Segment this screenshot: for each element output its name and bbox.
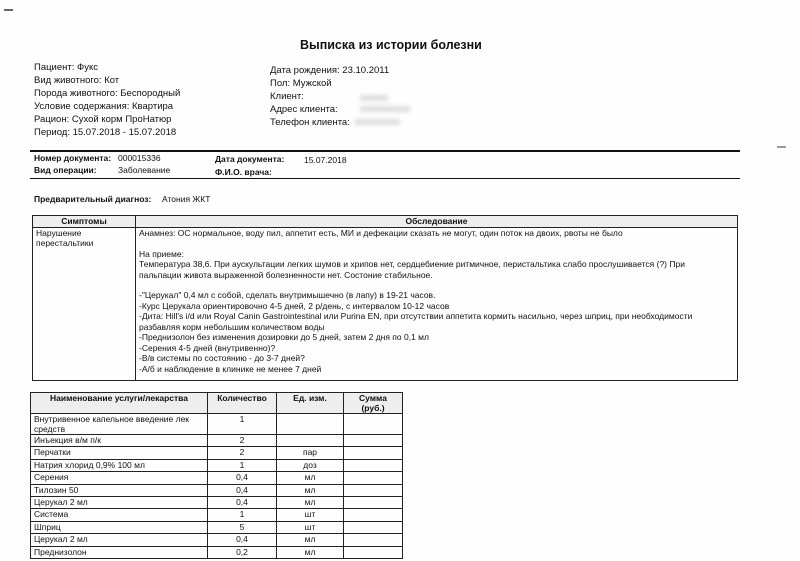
service-name: Церукал 2 мл: [31, 496, 208, 508]
service-sum: [344, 484, 403, 496]
prescription-line: -Серения 4-5 дней (внутривенно)?: [139, 342, 276, 353]
service-unit: [277, 414, 344, 435]
service-name: Система: [31, 509, 208, 521]
prescription-line: -Курс Церукала ориентировочно 4-5 дней, 2 р/день, с интервалом 10-12 часов: [139, 300, 450, 311]
table-row: [31, 459, 403, 471]
service-qty: 5: [208, 521, 277, 533]
service-unit: шт: [277, 521, 344, 533]
diagnosis-value: Атония ЖКТ: [162, 194, 211, 204]
exam-text: Температура 38,6. При аускультации легких шумов и хрипов нет, сердцебиение ритмичное, перистальтика слабо прослушивается (?) При: [139, 259, 685, 269]
prescription-line: разбавляя корм небольшим количеством воды: [139, 321, 325, 332]
document-title: Выписка из истории болезни: [300, 38, 482, 52]
service-qty: 0,2: [208, 546, 277, 558]
exam-text: пальпации живота выраженной болезненности нет. Состоние стабильное.: [139, 269, 433, 280]
service-sum: [344, 459, 403, 471]
service-unit: шт: [277, 509, 344, 521]
service-name: Инъекция в/м п/к: [31, 435, 208, 447]
sum-header: Сумма (руб.): [344, 393, 403, 414]
service-unit: мл: [277, 496, 344, 508]
redacted-field: [360, 106, 410, 112]
reception-heading: На приеме:: [139, 248, 184, 259]
service-sum: [344, 534, 403, 546]
service-qty: 2: [208, 447, 277, 459]
doc-date-value: 15.07.2018: [304, 155, 347, 165]
service-name: Перчатки: [31, 447, 208, 459]
service-sum: [344, 447, 403, 459]
quantity-header: Количество: [208, 393, 277, 414]
service-unit: мл: [277, 484, 344, 496]
table-row: [31, 414, 403, 435]
exam-cell: [136, 228, 738, 381]
doc-number-value: 000015336: [118, 153, 161, 163]
patient-diet: Рацион: Сухой корм ПроНатюр: [34, 114, 172, 125]
services-table: [30, 392, 403, 559]
service-unit: мл: [277, 534, 344, 546]
service-qty: 1: [208, 414, 277, 435]
service-unit: доз: [277, 459, 344, 471]
patient-name: Пациент: Фукс: [34, 62, 99, 73]
service-name: Тилозин 50: [31, 484, 208, 496]
service-sum: [344, 496, 403, 508]
table-row: [31, 534, 403, 546]
exam-header: Обследование: [136, 216, 738, 228]
service-unit: [277, 435, 344, 447]
doc-date-label: Дата документа:: [215, 154, 285, 164]
service-name: Серения: [31, 472, 208, 484]
unit-header: Ед. изм.: [277, 393, 344, 414]
patient-period: Период: 15.07.2018 - 15.07.2018: [34, 127, 177, 138]
service-unit: мл: [277, 472, 344, 484]
symptoms-header: Симптомы: [33, 216, 136, 228]
scan-mark: [4, 9, 13, 11]
service-name: Шприц: [31, 521, 208, 533]
service-qty: 1: [208, 509, 277, 521]
service-name: Внутривенное капельное введение лек средств: [31, 414, 208, 435]
patient-species: Вид животного: Кот: [34, 75, 120, 86]
symptom-line: Нарушение: [36, 228, 82, 238]
operation-label: Вид операции:: [34, 165, 97, 175]
redacted-field: [360, 95, 388, 101]
client-address: Адрес клиента:: [270, 104, 338, 115]
diagnosis-label: Предварительный диагноз:: [34, 194, 152, 204]
symptom-line: перестальтики: [36, 238, 94, 248]
patient-breed: Порода животного: Беспородный: [34, 88, 181, 99]
table-row: [31, 484, 403, 496]
table-row: [31, 435, 403, 447]
table-row: [31, 546, 403, 558]
prescription-line: -"Церукал" 0,4 мл с собой, сделать внутримышечно (в лапу) в 19-21 часов.: [139, 290, 436, 300]
table-row: [31, 496, 403, 508]
doc-number-label: Номер документа:: [34, 153, 112, 163]
prescription-line: -В/в системы по состоянию - до 3-7 дней?: [139, 353, 305, 363]
table-row: [31, 447, 403, 459]
service-sum: [344, 546, 403, 558]
operation-value: Заболевание: [118, 165, 171, 175]
service-qty: 1: [208, 459, 277, 471]
table-row: [31, 472, 403, 484]
service-unit: мл: [277, 546, 344, 558]
service-name: Натрия хлорид 0,9% 100 мл: [31, 459, 208, 471]
prescription-line: -Преднизолон без изменения дозировки до 5 дней, затем 2 дня по 0,1 мл: [139, 332, 429, 342]
client-name: Клиент:: [270, 91, 304, 102]
exam-table: [32, 215, 738, 381]
service-qty: 0,4: [208, 496, 277, 508]
service-sum: [344, 414, 403, 435]
divider: [30, 150, 740, 152]
birth-date: Дата рождения: 23.10.2011: [270, 65, 390, 76]
prescription-line: -Дита: Hill's i/d или Royal Canin Gastrointestinal или Purina EN, при отсутствии аппетита кормить насильно, через шприц, при необходимости: [139, 311, 693, 321]
divider: [30, 178, 740, 179]
service-qty: 0,4: [208, 472, 277, 484]
service-sum: [344, 509, 403, 521]
service-name-header: Наименование услуги/лекарства: [31, 393, 208, 414]
doctor-label: Ф.И.О. врача:: [215, 167, 272, 177]
service-unit: пар: [277, 447, 344, 459]
service-sum: [344, 472, 403, 484]
service-sum: [344, 435, 403, 447]
service-sum: [344, 521, 403, 533]
service-qty: 0,4: [208, 484, 277, 496]
redacted-field: [355, 119, 400, 125]
patient-sex: Пол: Мужской: [270, 78, 332, 89]
anamnesis-text: Анамнез: ОС нормальное, воду пил, аппетит есть, МИ и дефекации сказать не могут, один поток на двоих, рвоты не было: [139, 228, 623, 238]
scan-mark: [777, 146, 786, 148]
table-row: [31, 521, 403, 533]
table-row: [31, 509, 403, 521]
service-name: Церукал 2 мл: [31, 534, 208, 546]
patient-housing: Условие содержания: Квартира: [34, 101, 174, 112]
service-name: Преднизолон: [31, 546, 208, 558]
client-phone: Телефон клиента:: [270, 117, 350, 128]
service-qty: 0,4: [208, 534, 277, 546]
symptom-cell: [33, 228, 136, 381]
prescription-line: -А/б и наблюдение в клинике не менее 7 дней: [139, 363, 322, 374]
service-qty: 2: [208, 435, 277, 447]
